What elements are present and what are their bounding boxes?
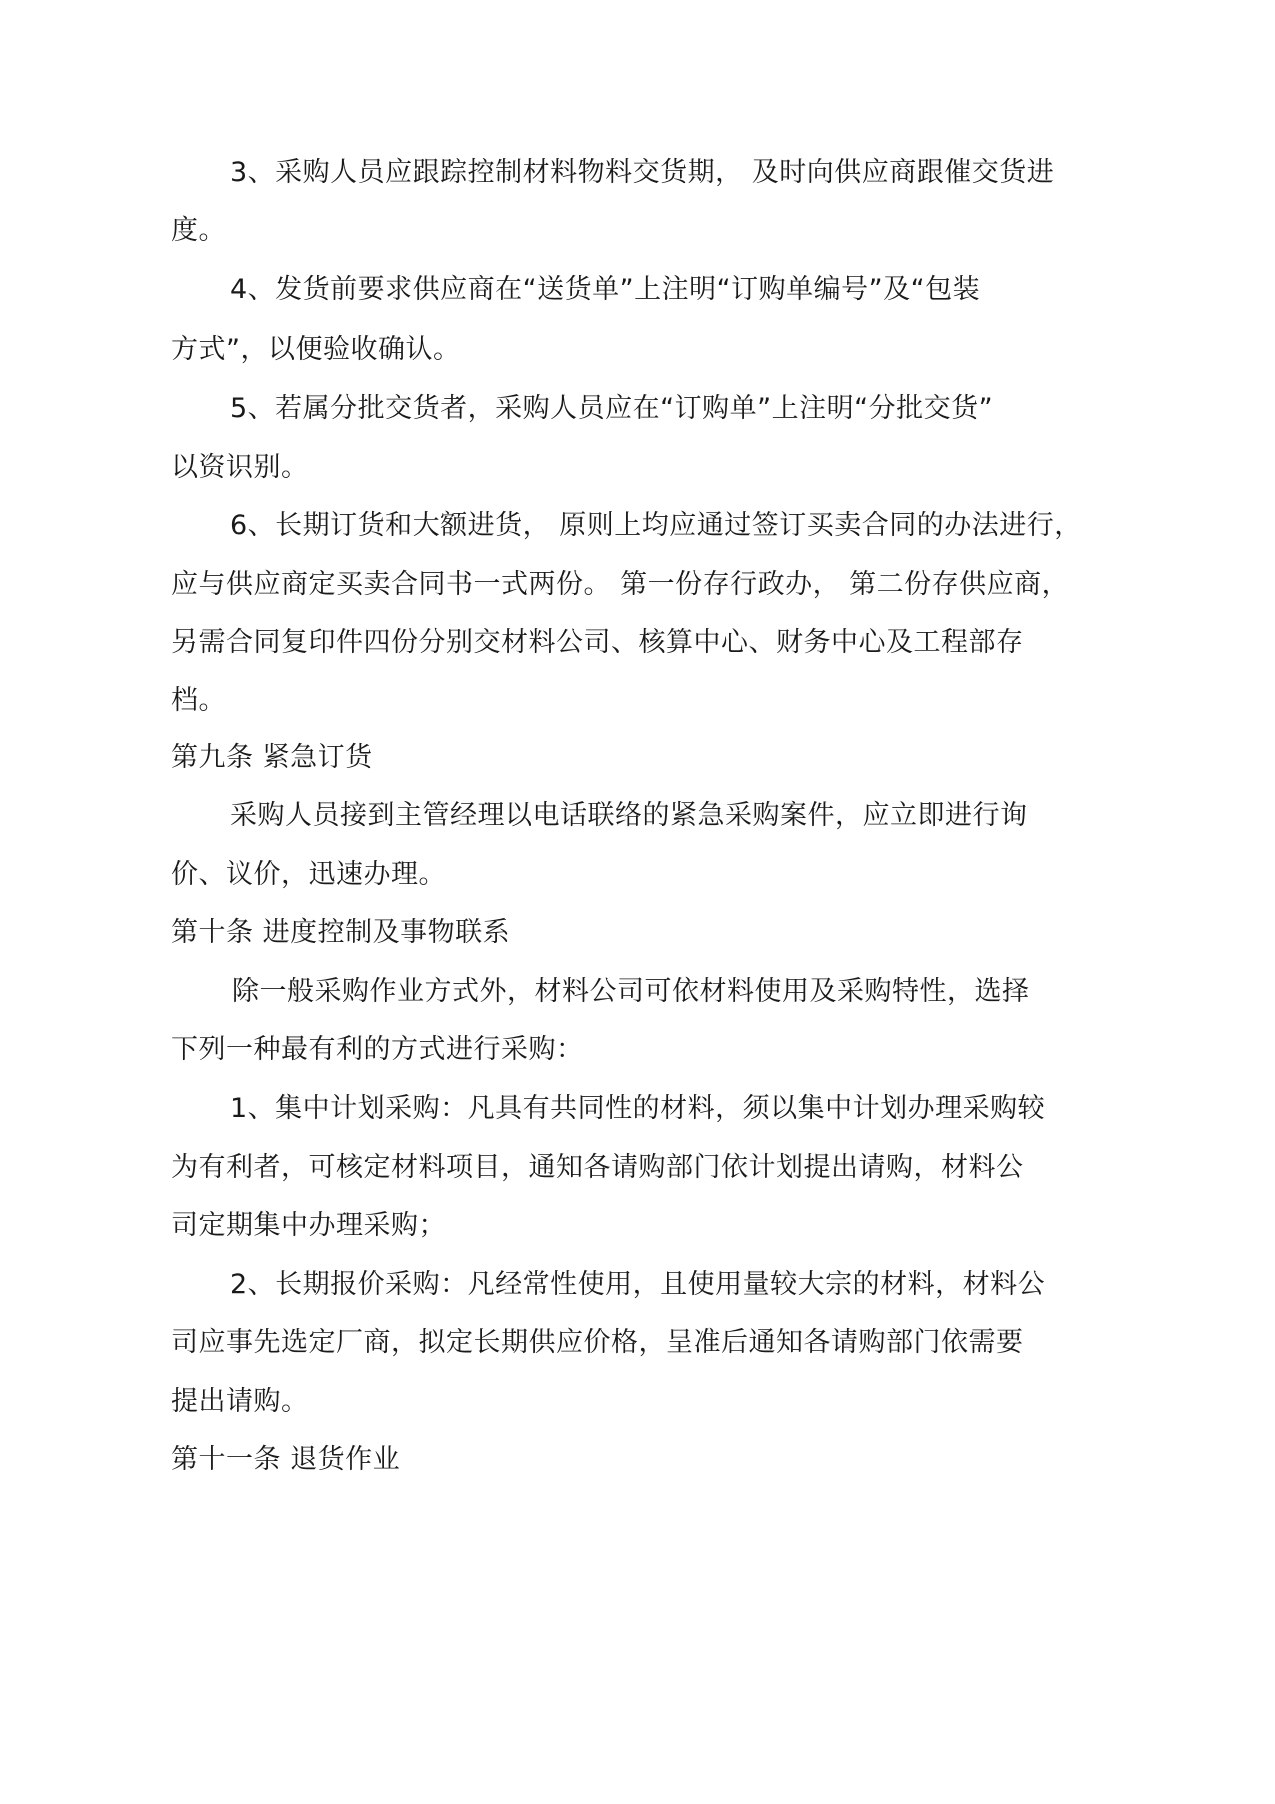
article-10-heading: 第十条 进度控制及事物联系 — [171, 917, 511, 948]
item-2-line-2: 司应事先选定厂商，拟定长期供应价格，呈准后通知各请购部门依需要 — [171, 1327, 1024, 1358]
paragraph-5-line-1: 5、若属分批交货者，采购人员应在“订购单”上注明“分批交货” — [230, 393, 994, 424]
item-1-line-1: 1、集中计划采购：凡具有共同性的材料，须以集中计划办理采购较 — [230, 1093, 1046, 1124]
article-10-line-1: 除一般采购作业方式外，材料公司可依材料使用及采购特性，选择 — [232, 976, 1030, 1007]
item-1-line-3: 司定期集中办理采购； — [171, 1210, 446, 1241]
paragraph-6-line-4: 档。 — [171, 685, 226, 716]
paragraph-5-line-2: 以资识别。 — [171, 452, 309, 483]
article-9-line-1: 采购人员接到主管经理以电话联络的紧急采购案件，应立即进行询 — [230, 800, 1028, 831]
article-9-line-2: 价、议价，迅速办理。 — [171, 859, 446, 890]
paragraph-4-line-2: 方式”，以便验收确认。 — [171, 334, 461, 365]
paragraph-6-line-3: 另需合同复印件四份分别交材料公司、核算中心、财务中心及工程部存 — [171, 627, 1024, 658]
item-2-line-3: 提出请购。 — [171, 1386, 309, 1417]
paragraph-6-line-1: 6、长期订货和大额进货， 原则上均应通过签订买卖合同的办法进行， — [230, 510, 1082, 541]
paragraph-4-line-1: 4、发货前要求供应商在“送货单”上注明“订购单编号”及“包装 — [230, 274, 981, 305]
item-1-line-2: 为有利者，可核定材料项目，通知各请购部门依计划提出请购，材料公 — [171, 1152, 1024, 1183]
article-11-heading: 第十一条 退货作业 — [171, 1444, 401, 1475]
item-2-line-1: 2、长期报价采购：凡经常性使用，且使用量较大宗的材料，材料公 — [230, 1269, 1046, 1300]
paragraph-3-line-2: 度。 — [171, 215, 226, 246]
article-9-heading: 第九条 紧急订货 — [171, 742, 373, 773]
paragraph-6-line-2: 应与供应商定买卖合同书一式两份。 第一份存行政办， 第二份存供应商， — [171, 569, 1070, 600]
article-10-line-2: 下列一种最有利的方式进行采购： — [171, 1034, 584, 1065]
paragraph-3-line-1: 3、采购人员应跟踪控制材料物料交货期， 及时向供应商跟催交货进 — [230, 157, 1055, 188]
